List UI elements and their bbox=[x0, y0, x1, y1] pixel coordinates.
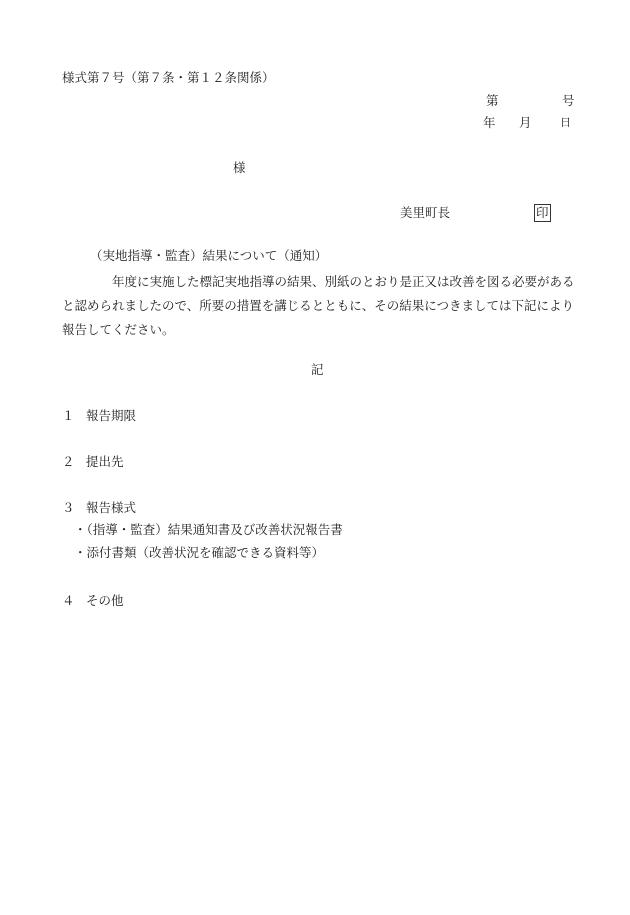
sub-list-item: ・（指導・監査）結果通知書及び改善状況報告書 bbox=[74, 522, 343, 537]
list-item bbox=[62, 454, 124, 470]
ki-heading: 記 bbox=[311, 362, 324, 377]
notice-body-text: 年度に実施した標記実地指導の結果、別紙のとおり是正又は改善を図る必要があると認められましたので、所要の措置を講じるとともに、その結果につきましては下記により報告してください。 bbox=[62, 274, 575, 337]
subject-line: （実地指導・監査）結果について（通知） bbox=[90, 248, 328, 263]
sender-name: 美里町長 bbox=[400, 205, 451, 220]
form-number: 様式第７号（第７条・第１２条関係） bbox=[62, 70, 275, 85]
list-item-number: ２ bbox=[62, 454, 75, 469]
list-item-number: ４ bbox=[62, 593, 75, 608]
list-item bbox=[62, 500, 136, 516]
date-year: 年 bbox=[483, 115, 496, 130]
seal-stamp: 印 bbox=[536, 205, 549, 220]
list-item-label: 報告期限 bbox=[86, 408, 137, 423]
addressee-suffix: 様 bbox=[233, 160, 246, 175]
date-day: 日 bbox=[560, 116, 571, 129]
list-item-number: １ bbox=[62, 408, 75, 423]
list-item bbox=[62, 593, 124, 609]
list-item-number: ３ bbox=[62, 500, 75, 515]
doc-number-suffix: 号 bbox=[562, 93, 575, 108]
list-item-label: 提出先 bbox=[86, 454, 124, 469]
doc-number-prefix: 第 bbox=[486, 93, 499, 108]
notice-body bbox=[62, 270, 582, 342]
list-item-label: その他 bbox=[86, 593, 124, 608]
list-item bbox=[62, 408, 136, 424]
sub-list-item: ・添付書類（改善状況を確認できる資料等） bbox=[74, 545, 325, 560]
list-item-label: 報告様式 bbox=[86, 500, 137, 515]
date-month: 月 bbox=[519, 115, 532, 130]
